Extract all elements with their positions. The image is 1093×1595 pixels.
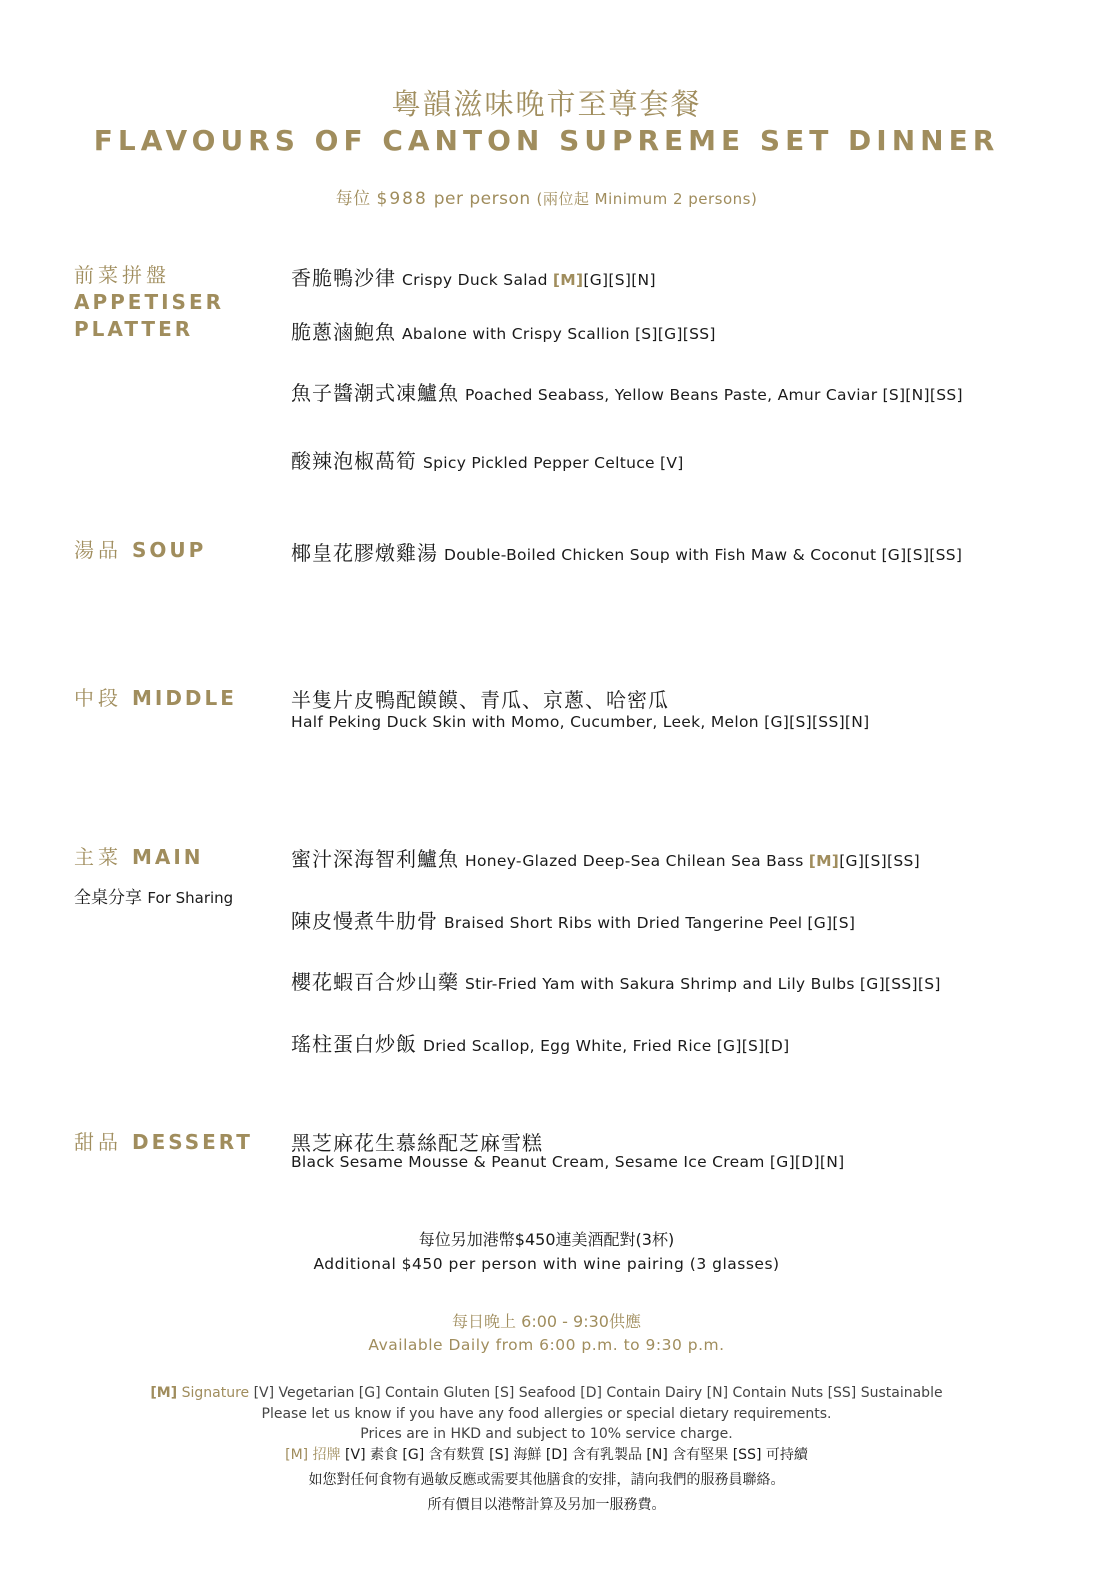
dish-pickled-celtuce (291, 445, 1071, 474)
dish-tags: [V] (660, 454, 684, 472)
allergy-notice-zh: 如您對任何食物有過敏反應或需要其他膳食的安排，請向我們的服務員聯絡。 (308, 1472, 785, 1488)
dish-chilean-sea-bass (291, 843, 1071, 872)
dish-name-zh: 香脆鴨沙律 (291, 266, 396, 290)
hours-en: Available Daily from 6:00 p.m. to 9:30 p.m. (368, 1336, 725, 1354)
service-charge-zh: 所有價目以港幣計算及另加一服務費。 (427, 1497, 666, 1513)
dish-chicken-soup (291, 537, 1071, 566)
sharing-en: For Sharing (147, 889, 234, 907)
price-label-en: per person (433, 189, 531, 209)
price-label-zh: 每位 (335, 189, 371, 209)
dish-stir-fried-yam (291, 966, 1071, 995)
dish-tags: [G][S][SS] (839, 852, 920, 870)
category-main-zh: 主菜 (74, 845, 122, 869)
dish-name-en: Honey-Glazed Deep-Sea Chilean Sea Bass (465, 852, 804, 870)
category-middle-en: MIDDLE (131, 686, 237, 710)
dish-tags: [G][S] (807, 914, 856, 932)
price-line (0, 184, 1093, 209)
category-main (74, 844, 274, 871)
legend-en (0, 1383, 1093, 1403)
dish-fried-rice (291, 1028, 1071, 1057)
price-amount: $988 (376, 189, 428, 209)
category-main-sub (74, 883, 233, 908)
category-soup (74, 537, 274, 564)
dish-black-sesame-mousse-en (291, 1153, 844, 1171)
dish-tags: [G][S][D] (716, 1037, 790, 1055)
dish-peking-duck-en (291, 713, 870, 731)
dish-poached-seabass (291, 377, 1071, 406)
dish-short-ribs (291, 905, 1071, 934)
category-soup-en: SOUP (131, 538, 207, 562)
category-dessert-zh: 甜品 (74, 1130, 122, 1154)
legend-zh-rest: [V] 素食 [G] 含有麩質 [S] 海鮮 [D] 含有乳製品 [N] 含有堅果 [SS] 可持續 (345, 1447, 808, 1463)
dish-tags: [S][N][SS] (882, 386, 963, 404)
service-charge-en: Prices are in HKD and subject to 10% service charge. (360, 1426, 733, 1442)
dish-tags: [G][D][N] (769, 1153, 845, 1171)
dish-crispy-duck-salad (291, 262, 1071, 291)
wine-pairing-zh: 每位另加港幣$450連美酒配對(3杯) (418, 1230, 675, 1249)
dish-name-zh: 魚子醬潮式凍鱸魚 (291, 381, 459, 405)
category-middle (74, 685, 274, 712)
legend-sig-label: Signature (181, 1385, 250, 1401)
category-middle-zh: 中段 (74, 686, 122, 710)
dish-tags: [G][S][N] (583, 271, 656, 289)
dish-name-zh: 黑芝麻花生慕絲配芝麻雪糕 (291, 1131, 543, 1155)
category-appetiser-en-2: PLATTER (74, 317, 194, 341)
dish-name-en: Poached Seabass, Yellow Beans Paste, Amur Caviar (465, 386, 878, 404)
dish-name-en: Braised Short Ribs with Dried Tangerine Peel (444, 914, 803, 932)
category-appetiser-zh: 前菜拼盤 (74, 263, 170, 287)
category-appetiser (74, 262, 274, 343)
price-minimum: (兩位起 Minimum 2 persons) (536, 190, 758, 208)
dish-name-en: Spicy Pickled Pepper Celtuce (423, 454, 655, 472)
legend-zh (0, 1443, 1093, 1467)
dish-name-en: Abalone with Crispy Scallion (402, 325, 630, 343)
category-main-en: MAIN (131, 845, 204, 869)
category-dessert-en: DESSERT (131, 1130, 253, 1154)
dish-tags: [S][G][SS] (634, 325, 716, 343)
dish-name-en: Crispy Duck Salad (402, 271, 548, 289)
dish-name-en: Half Peking Duck Skin with Momo, Cucumber, Leek, Melon (291, 713, 759, 731)
wine-pairing-en: Additional $450 per person with wine pairing (3 glasses) (313, 1255, 780, 1273)
dish-name-zh: 蜜汁深海智利鱸魚 (291, 847, 459, 871)
title-chinese: 粵韻滋味晚市至尊套餐 (391, 87, 702, 121)
sharing-zh: 全桌分享 (74, 888, 142, 908)
legend-zh-sig: [M] 招牌 (285, 1447, 341, 1463)
dish-peking-duck (291, 684, 1071, 713)
dish-name-zh: 瑤柱蛋白炒飯 (291, 1032, 417, 1056)
legend-rest: [V] Vegetarian [G] Contain Gluten [S] Seafood [D] Contain Dairy [N] Contain Nuts [SS] Sustainable (253, 1385, 943, 1401)
dish-name-zh: 脆蔥滷鮑魚 (291, 320, 396, 344)
dish-name-zh: 半隻片皮鴨配饃饃、青瓜、京蔥、哈密瓜 (291, 688, 669, 712)
dish-name-en: Black Sesame Mousse & Peanut Cream, Sesame Ice Cream (291, 1153, 765, 1171)
dish-tags: [G][S][SS] (881, 546, 963, 564)
dish-name-zh: 椰皇花膠燉雞湯 (291, 541, 438, 565)
dish-name-en: Dried Scallop, Egg White, Fried Rice (423, 1037, 712, 1055)
allergy-notice-en: Please let us know if you have any food allergies or special dietary requirements. (261, 1406, 832, 1422)
signature-badge: [M] (552, 271, 584, 289)
dish-black-sesame-mousse (291, 1127, 1071, 1156)
dish-tags: [G][SS][S] (859, 975, 941, 993)
legend-sig-code: [M] (150, 1385, 178, 1401)
signature-badge: [M] (808, 852, 840, 870)
dish-name-zh: 櫻花蝦百合炒山藥 (291, 970, 459, 994)
dish-name-en: Stir-Fried Yam with Sakura Shrimp and Lily Bulbs (465, 975, 855, 993)
dish-name-en: Double-Boiled Chicken Soup with Fish Maw & Coconut (444, 546, 877, 564)
category-dessert (74, 1129, 274, 1156)
category-appetiser-en-1: APPETISER (74, 290, 225, 314)
hours-zh: 每日晚上 6:00 - 9:30供應 (452, 1312, 641, 1331)
dish-name-zh: 酸辣泡椒萵筍 (291, 449, 417, 473)
category-soup-zh: 湯品 (74, 538, 122, 562)
title-english: FLAVOURS OF CANTON SUPREME SET DINNER (93, 124, 1000, 157)
dish-abalone (291, 316, 1071, 345)
dish-name-zh: 陳皮慢煮牛肋骨 (291, 909, 438, 933)
dish-tags: [G][S][SS][N] (764, 713, 870, 731)
